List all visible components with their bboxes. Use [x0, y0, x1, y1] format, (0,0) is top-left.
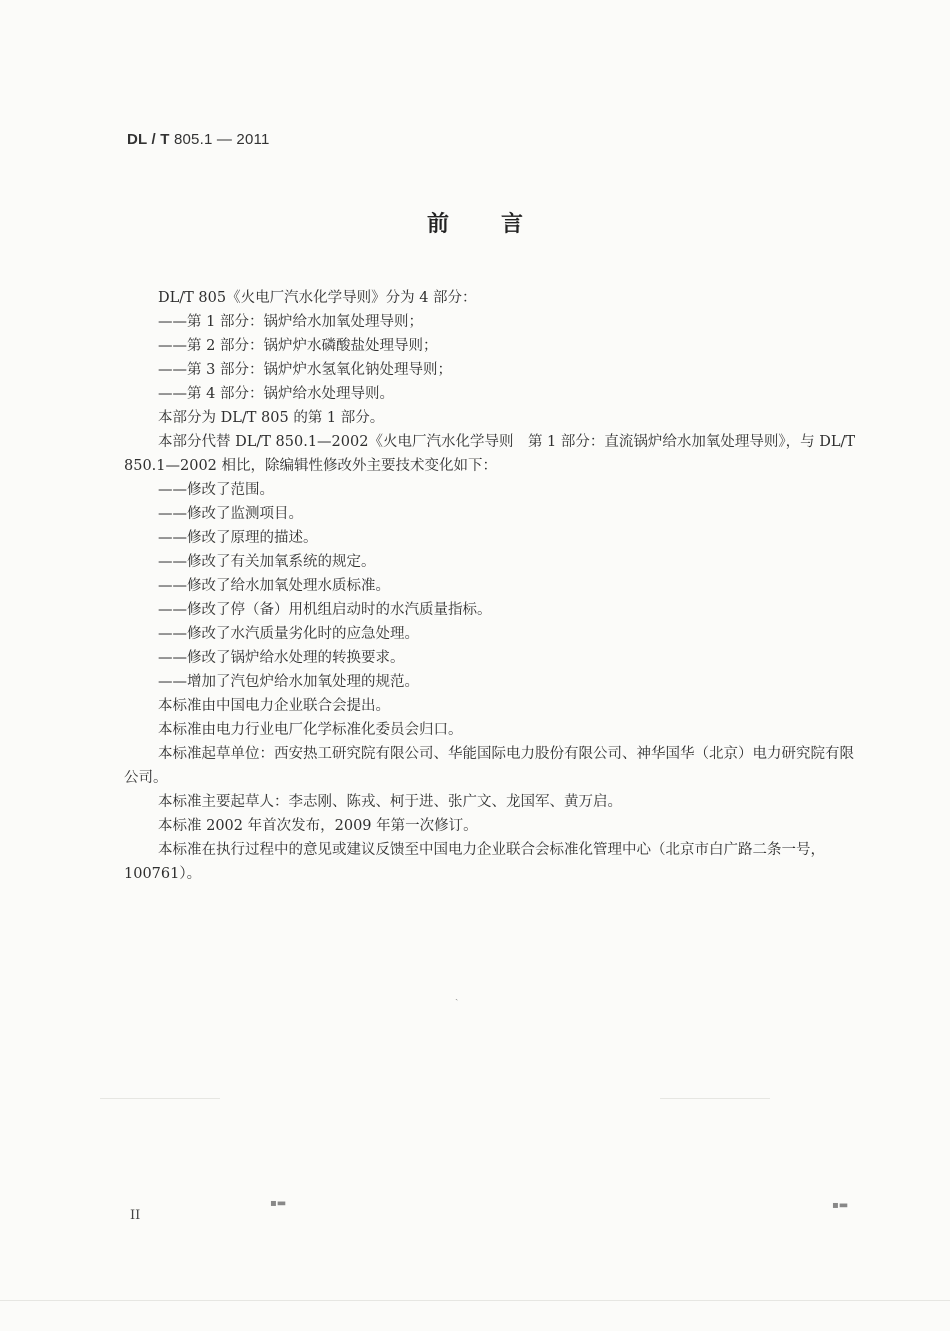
- drafters-paragraph: 本标准主要起草人：李志刚、陈戎、柯于进、张广文、龙国军、黄万启。: [158, 794, 622, 810]
- part-item: ——第 4 部分：锅炉给水处理导则。: [158, 386, 394, 402]
- title-char-2: 言: [501, 212, 524, 237]
- change-item: ——增加了汽包炉给水加氧处理的规范。: [158, 674, 419, 690]
- change-item: ——修改了原理的描述。: [158, 530, 318, 546]
- document-code: [127, 131, 270, 148]
- proposed-by-paragraph: 本标准由中国电力企业联合会提出。: [158, 698, 390, 714]
- drafting-units-paragraph: 本标准起草单位：西安热工研究院有限公司、华能国际电力股份有限公司、神华国华（北京）电力研究院有限公司。: [124, 746, 854, 786]
- change-item: ——修改了停（备）用机组启动时的水汽质量指标。: [158, 602, 492, 618]
- replaces-paragraph: 本部分代替 DL/T 850.1—2002《火电厂汽水化学导则 第 1 部分：直流锅炉给水加氧处理导则》，与 DL/T 850.1—2002 相比，除编辑性修改外主要技术变化如下：: [124, 434, 856, 474]
- scan-artifact-line: [660, 1098, 770, 1099]
- part-item: ——第 2 部分：锅炉炉水磷酸盐处理导则；: [158, 338, 438, 354]
- scan-artifact-line: [0, 1300, 950, 1301]
- scan-artifact-mark: ▪▬: [832, 1200, 849, 1211]
- doc-code-number: 805.1 — 2011: [169, 131, 270, 148]
- feedback-paragraph: 本标准在执行过程中的意见或建议反馈至中国电力企业联合会标准化管理中心（北京市白广路二条一号，100761）。: [124, 842, 825, 882]
- this-part-paragraph: 本部分为 DL/T 805 的第 1 部分。: [158, 410, 385, 426]
- page-title: [0, 207, 950, 238]
- intro-paragraph: DL/T 805《火电厂汽水化学导则》分为 4 部分：: [158, 290, 477, 306]
- change-item: ——修改了给水加氧处理水质标准。: [158, 578, 390, 594]
- page-number: II: [130, 1208, 141, 1223]
- doc-code-prefix: DL / T: [127, 131, 170, 148]
- foreword-body: [124, 286, 860, 886]
- history-paragraph: 本标准 2002 年首次发布，2009 年第一次修订。: [158, 818, 478, 834]
- scan-artifact-mark: ˏ: [455, 990, 459, 1001]
- change-item: ——修改了范围。: [158, 482, 274, 498]
- title-char-1: 前: [426, 212, 449, 237]
- scan-artifact-line: [100, 1098, 220, 1099]
- managed-by-paragraph: 本标准由电力行业电厂化学标准化委员会归口。: [158, 722, 463, 738]
- part-item: ——第 1 部分：锅炉给水加氧处理导则；: [158, 314, 423, 330]
- scan-artifact-mark: ▪▬: [270, 1198, 287, 1209]
- part-item: ——第 3 部分：锅炉炉水氢氧化钠处理导则；: [158, 362, 452, 378]
- change-item: ——修改了锅炉给水处理的转换要求。: [158, 650, 405, 666]
- change-item: ——修改了监测项目。: [158, 506, 303, 522]
- change-item: ——修改了有关加氧系统的规定。: [158, 554, 376, 570]
- change-item: ——修改了水汽质量劣化时的应急处理。: [158, 626, 419, 642]
